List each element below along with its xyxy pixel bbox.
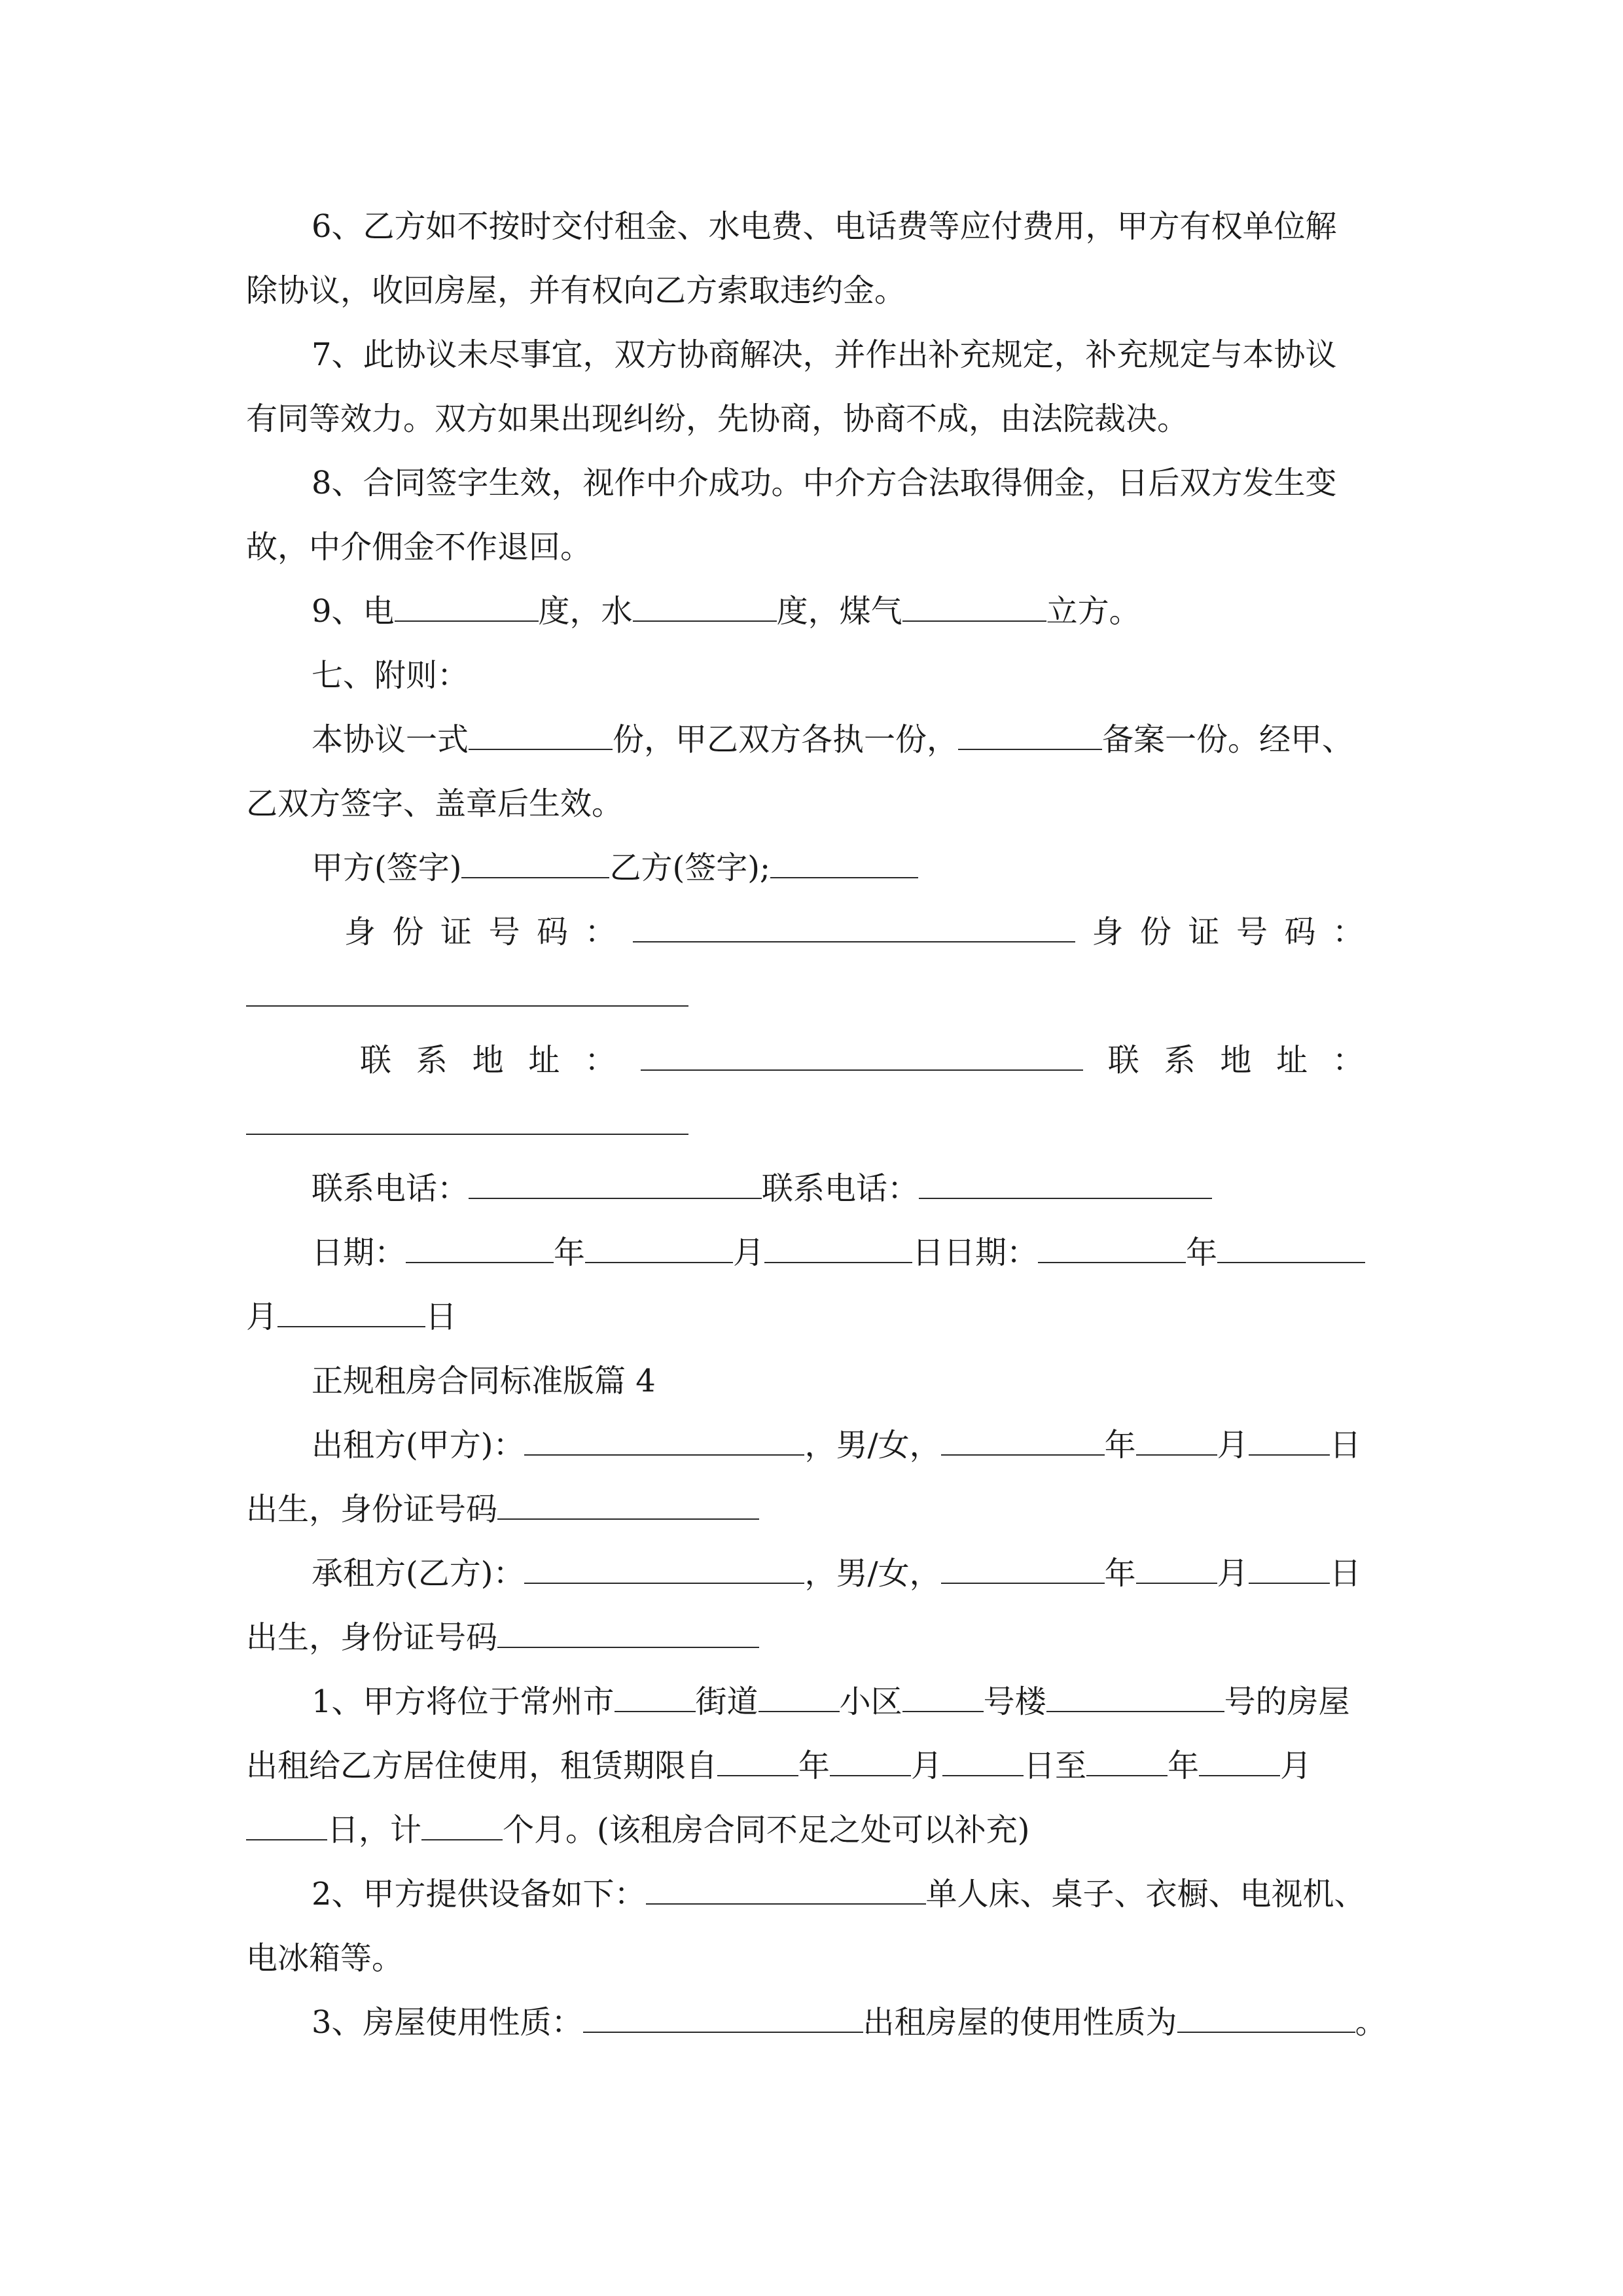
id-label-a-char-1: 身: [344, 914, 376, 950]
end-year-blank[interactable]: [1086, 1749, 1168, 1776]
party-b-address-blank[interactable]: [246, 1107, 688, 1135]
party-b-phone-label: 联系电话：: [762, 1170, 919, 1207]
lessee-birth-month-blank[interactable]: [1136, 1556, 1217, 1584]
lessee-birth-day-blank[interactable]: [1249, 1556, 1330, 1584]
months-blank[interactable]: [421, 1813, 503, 1840]
id-label-b-char-3: 证: [1188, 914, 1220, 950]
end-month-label: 月: [1280, 1748, 1312, 1784]
lessor-id-blank[interactable]: [497, 1492, 759, 1520]
party-b-signature-blank[interactable]: [770, 851, 918, 878]
date-row: [312, 1232, 1365, 1274]
item-1-line-2: [246, 1745, 1311, 1787]
item-1-location-label: 1、甲方将位于常州市: [312, 1683, 615, 1720]
party-b-address-row: [246, 1103, 688, 1145]
party-b-phone-blank[interactable]: [919, 1172, 1212, 1199]
item-2-line-2: 电冰箱等。: [246, 1940, 404, 1977]
id-label-b-char-5: 码: [1284, 914, 1316, 950]
start-month-blank[interactable]: [830, 1749, 911, 1776]
start-day-label: 日至: [1024, 1748, 1087, 1784]
usage-nature-blank[interactable]: [1177, 2005, 1355, 2033]
date-b-year-label: 年: [1186, 1234, 1218, 1271]
id-label-b-char-6: ：: [1332, 914, 1364, 950]
item-1-line-1: [312, 1681, 1350, 1723]
lessor-row: [312, 1424, 1361, 1466]
equipment-list: 单人床、桌子、衣橱、电视机、: [925, 1876, 1366, 1912]
street-blank[interactable]: [615, 1685, 696, 1712]
date-row-2: [246, 1296, 457, 1338]
equipment-blank[interactable]: [646, 1877, 926, 1905]
id-label-a-char-4: 号: [488, 914, 520, 950]
address-label-a-char-2: 系: [416, 1042, 448, 1079]
date-a-year-blank[interactable]: [406, 1236, 554, 1263]
lessee-year-label: 年: [1104, 1555, 1136, 1592]
lessor-month-label: 月: [1217, 1427, 1249, 1463]
id-label-a-char-3: 证: [440, 914, 473, 950]
address-label-a-char-1: 联: [360, 1042, 392, 1079]
copies-label: 本协议一式: [312, 721, 469, 758]
id-label-b-char-1: 身: [1092, 914, 1124, 950]
lessor-year-label: 年: [1104, 1427, 1136, 1463]
item-3: [312, 2001, 1387, 2043]
community-blank[interactable]: [758, 1685, 840, 1712]
lessee-row: [312, 1552, 1361, 1594]
id-label-a-char-2: 份: [392, 914, 424, 950]
date-b-year-blank[interactable]: [1038, 1236, 1186, 1263]
date-b-month-label: 月: [246, 1299, 278, 1335]
date-b-day-label: 日: [425, 1299, 457, 1335]
lessee-name-blank[interactable]: [524, 1556, 804, 1584]
usage-nature-label: 出租房屋的使用性质为: [863, 2004, 1177, 2041]
address-label-a-char-3: 地: [472, 1042, 504, 1079]
clause-7-line-1: 7、此协议未尽事宜，双方协商解决，并作出补充规定，补充规定与本协议: [312, 336, 1337, 373]
lessor-birth-month-blank[interactable]: [1136, 1428, 1217, 1456]
unit-label: 号的房屋: [1224, 1683, 1350, 1720]
signature-line: [312, 847, 918, 889]
lessee-row-2: [246, 1617, 759, 1659]
address-label-a-char-4: 址: [528, 1042, 560, 1079]
party-a-address-blank[interactable]: [641, 1043, 1083, 1071]
lessee-id-blank[interactable]: [497, 1621, 759, 1648]
lease-term-label: 出租给乙方居住使用，租赁期限自: [246, 1748, 718, 1784]
address-label-b-char-3: 地: [1220, 1042, 1252, 1079]
lessor-id-label: 出生，身份证号码: [246, 1491, 498, 1528]
lessor-row-2: [246, 1488, 759, 1530]
lessor-birth-day-blank[interactable]: [1249, 1428, 1330, 1456]
clause-9: [312, 590, 1141, 632]
item-1-line-3: [246, 1809, 1029, 1851]
address-label-a-char-5: ：: [584, 1042, 616, 1079]
party-a-phone-blank[interactable]: [469, 1172, 762, 1199]
start-day-blank[interactable]: [942, 1749, 1024, 1776]
lessee-label: 承租方(乙方)：: [312, 1555, 525, 1592]
start-month-label: 月: [911, 1748, 943, 1784]
date-label-a: 日期：: [312, 1234, 406, 1271]
date-a-day-blank[interactable]: [764, 1236, 912, 1263]
date-a-day-and-date-b-label: 日日期：: [912, 1234, 1039, 1271]
id-label-b-char-2: 份: [1139, 914, 1171, 950]
usage-label: 3、房屋使用性质：: [312, 2004, 583, 2041]
lessee-id-label: 出生，身份证号码: [246, 1619, 498, 1656]
lessor-birth-year-blank[interactable]: [941, 1428, 1105, 1456]
lessee-month-label: 月: [1217, 1555, 1249, 1592]
party-a-signature-blank[interactable]: [461, 851, 609, 878]
address-row: [360, 1039, 1364, 1081]
clause-7-line-2: 有同等效力。双方如果出现纠纷，先协商，协商不成，由法院裁决。: [246, 401, 1189, 437]
usage-blank[interactable]: [583, 2005, 863, 2033]
address-label-b-char-5: ：: [1332, 1042, 1364, 1079]
section-7-line-2: 乙双方签字、盖章后生效。: [246, 785, 624, 822]
building-label: 号楼: [983, 1683, 1046, 1720]
party-b-id-row: [246, 975, 688, 1017]
clause-9-electricity-label: 9、电: [312, 593, 395, 630]
date-b-month-blank[interactable]: [1217, 1236, 1365, 1263]
clause-9-gas-label: 度，煤气: [776, 593, 902, 630]
end-month-blank[interactable]: [1199, 1749, 1280, 1776]
copies-blank[interactable]: [469, 723, 613, 750]
section-7-line-1: [312, 719, 1353, 761]
clause-9-water-label: 度，水: [538, 593, 633, 630]
usage-period: 。: [1355, 2004, 1387, 2041]
party-a-signature-label: 甲方(签字): [312, 850, 462, 886]
date-b-day-blank[interactable]: [277, 1300, 425, 1327]
address-label-b-char-4: 址: [1276, 1042, 1308, 1079]
party-b-id-blank[interactable]: [246, 979, 688, 1007]
lessor-name-blank[interactable]: [524, 1428, 804, 1456]
id-label-b-char-4: 号: [1236, 914, 1268, 950]
phone-row: [312, 1168, 1212, 1210]
lessee-gender-label: ，男/女，: [804, 1555, 941, 1592]
gas-blank[interactable]: [902, 594, 1046, 622]
lessor-gender-label: ，男/女，: [804, 1427, 941, 1463]
address-label-b-char-2: 系: [1164, 1042, 1196, 1079]
clause-6-line-1: 6、乙方如不按时交付租金、水电费、电话费等应付费用，甲方有权单位解: [312, 208, 1337, 245]
filing-blank[interactable]: [958, 723, 1102, 750]
clause-8-line-2: 故，中介佣金不作退回。: [246, 529, 592, 565]
party-a-id-blank[interactable]: [633, 915, 1075, 942]
equipment-label: 2、甲方提供设备如下：: [312, 1876, 646, 1912]
date-a-year-label: 年: [554, 1234, 586, 1271]
end-day-blank[interactable]: [246, 1813, 327, 1840]
street-label: 街道: [695, 1683, 758, 1720]
party-b-signature-label: 乙方(签字);: [609, 850, 771, 886]
party-a-phone-label: 联系电话：: [312, 1170, 469, 1207]
id-number-row: [344, 911, 1364, 953]
heading-4: 正规租房合同标准版篇 4: [312, 1363, 656, 1399]
lessor-day-label: 日: [1329, 1427, 1361, 1463]
start-year-label: 年: [798, 1748, 830, 1784]
filing-text: 备案一份。经甲、: [1102, 721, 1354, 758]
clause-6-line-2: 除协议，收回房屋，并有权向乙方索取违约金。: [246, 272, 906, 309]
building-blank[interactable]: [902, 1685, 984, 1712]
item-2-line-1: [312, 1873, 1366, 1915]
unit-blank[interactable]: [1046, 1685, 1224, 1712]
community-label: 小区: [839, 1683, 902, 1720]
copies-text: 份，甲乙双方各执一份，: [613, 721, 959, 758]
water-blank[interactable]: [633, 594, 777, 622]
start-year-blank[interactable]: [717, 1749, 798, 1776]
clause-8-line-1: 8、合同签字生效，视作中介成功。中介方合法取得佣金，日后双方发生变: [312, 465, 1337, 501]
date-a-month-blank[interactable]: [585, 1236, 733, 1263]
end-day-label: 日，计: [327, 1812, 422, 1848]
lessee-birth-year-blank[interactable]: [941, 1556, 1105, 1584]
end-year-label: 年: [1168, 1748, 1200, 1784]
lessee-day-label: 日: [1329, 1555, 1361, 1592]
date-a-month-label: 月: [733, 1234, 765, 1271]
electricity-blank[interactable]: [395, 594, 539, 622]
id-label-a-char-5: 码: [537, 914, 569, 950]
clause-9-unit: 立方。: [1046, 593, 1141, 630]
id-label-a-char-6: ：: [584, 914, 616, 950]
address-label-b-char-1: 联: [1107, 1042, 1139, 1079]
section-7-title: 七、附则：: [312, 657, 469, 694]
lessor-label: 出租方(甲方)：: [312, 1427, 525, 1463]
months-label: 个月。(该租房合同不足之处可以补充): [503, 1812, 1030, 1848]
